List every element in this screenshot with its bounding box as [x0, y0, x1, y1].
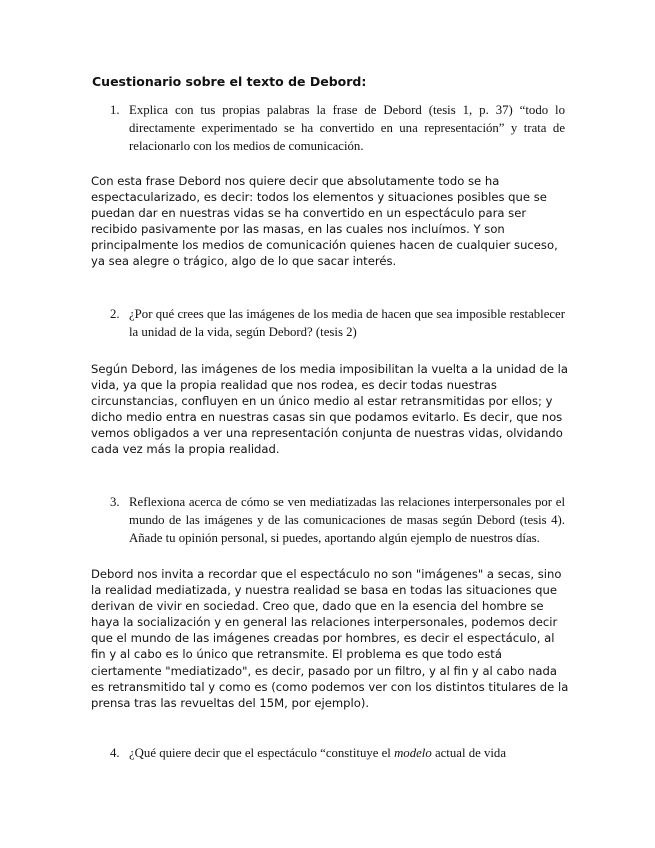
question-3-text: Reflexiona acerca de cómo se ven mediatizadas las relaciones interpersonales por el mundo de las imágenes y de las comunicaciones de masas según Debord (tesis 4). Añade tu opinión personal, si puedes, aportando algún ejemplo de nuestros días. [129, 495, 565, 545]
question-4 [110, 744, 565, 762]
question-4-text-before: ¿Qué quiere decir que el espectáculo “constituye el [129, 746, 395, 760]
question-3-number: 3. [110, 495, 120, 509]
question-1 [110, 101, 565, 155]
document-title: Cuestionario sobre el texto de Debord: [92, 74, 367, 89]
answer-1: Con esta frase Debord nos quiere decir que absolutamente todo se ha espectacularizado, es decir: todos los elementos y situaciones posibles que se puedan dar en nuestras vidas se ha convertido en un espectáculo para ser recibido pasivamente por las masas, en las cuales nos incluímos. Y son principalmente los medios de comunicación quienes hacen de cualquier suceso, ya sea alegre o trágico, algo de lo que sacar interés. [91, 174, 558, 269]
question-2-text: ¿Por qué crees que las imágenes de los media de hacen que sea imposible restablecer la unidad de la vida, según Debord? (tesis 2) [129, 307, 565, 339]
answer-2: Según Debord, las imágenes de los media imposibilitan la vuelta a la unidad de la vida, ya que la propia realidad que nos rodea, es decir todas nuestras circunstancias, confluyen en un único medio al estar retransmitidas por ellos; y dicho medio entra en nuestras casas sin que podamos evitarlo. Es decir, que nos vemos obligados a ver una representación conjunta de nuestras vidas, olvidando cada vez más la propia realidad. [91, 362, 568, 457]
answer-3: Debord nos invita a recordar que el espectáculo no son "imágenes" a secas, sino la realidad mediatizada, y nuestra realidad se basa en todas las situaciones que derivan de vivir en sociedad. Creo que, dado que en la esencia del hombre se haya la socialización y en general las relaciones interpersonales, podemos decir que el mundo de las imágenes creadas por hombres, es decir el espectáculo, al fin y al cabo es lo único que retransmite. El problema es que todo está ciertamente "mediatizado", es decir, pasado por un filtro, y al fin y al cabo nada es retransmitido tal y como es (como podemos ver con los distintos titulares de la prensa tras las revueltas del 15M, por ejemplo). [91, 567, 569, 710]
question-4-text-italic: modelo [394, 746, 432, 760]
question-4-text-after: actual de vida [431, 746, 507, 760]
question-1-text: Explica con tus propias palabras la frase de Debord (tesis 1, p. 37) “todo lo directamente experimentado se ha convertido en una representación” y trata de relacionarlo con los medios de comunicación. [129, 103, 565, 153]
question-1-number: 1. [110, 103, 120, 117]
question-4-text [129, 744, 565, 762]
question-2 [110, 305, 565, 341]
question-2-number: 2. [110, 307, 120, 321]
question-3 [110, 493, 565, 547]
question-4-number: 4. [110, 746, 120, 760]
